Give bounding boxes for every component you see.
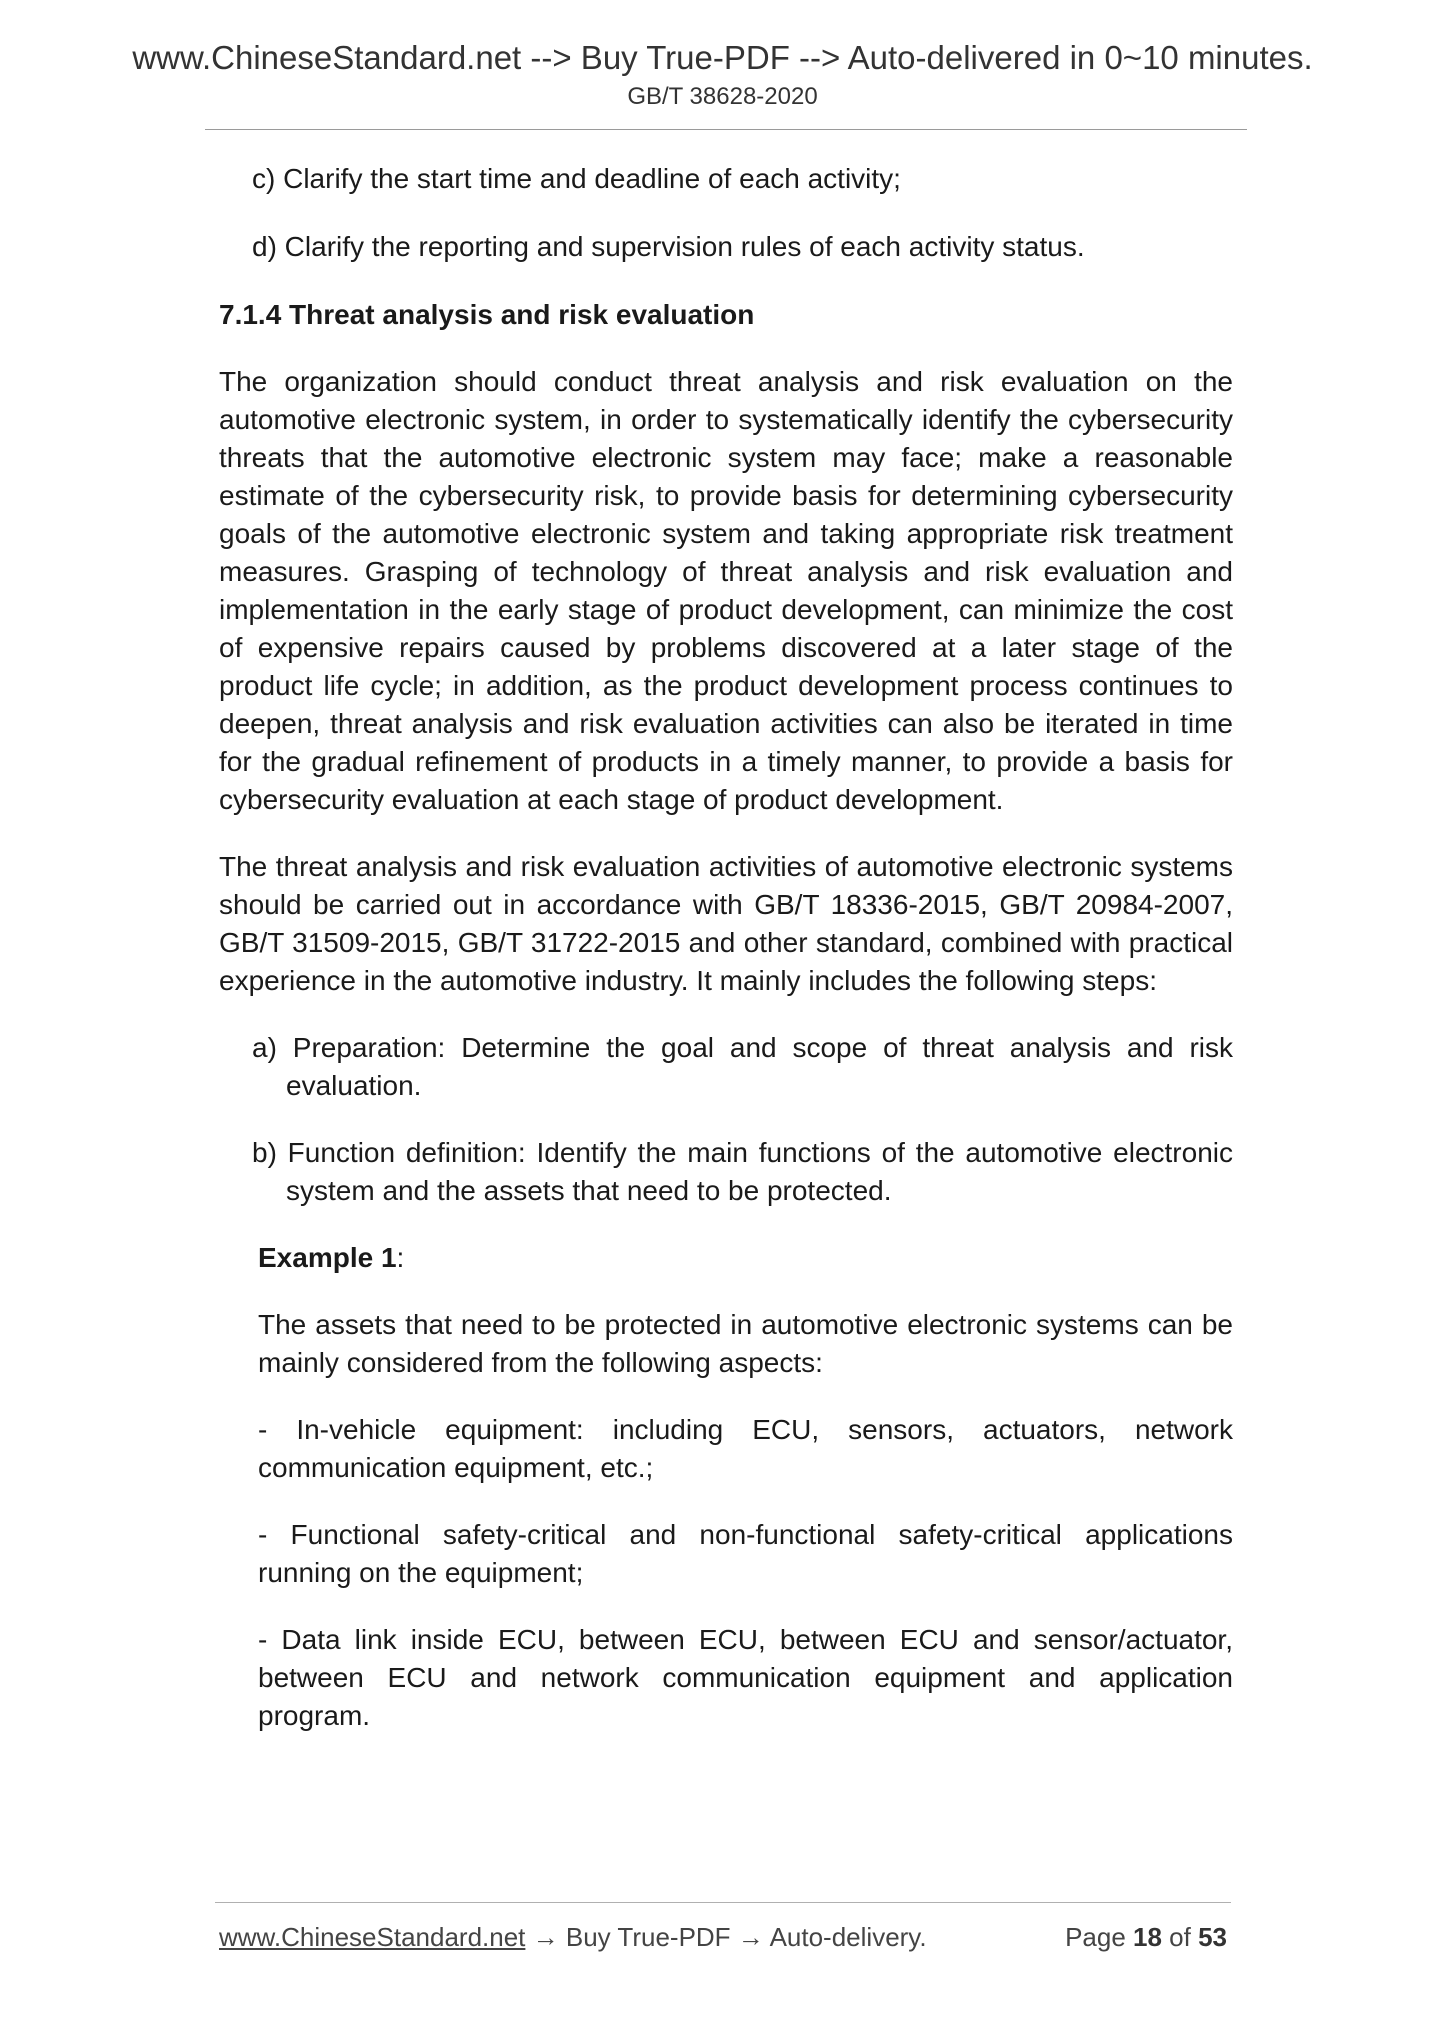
paragraph-intro: The organization should conduct threat analysis and risk evaluation on the automotive electronic system, in order to systematically identify the cybersecurity threats that the automotive electronic system may face; make a reasonable estimate of the cybersecurity risk, to provide basis for determining cybersecurity goals of the automotive electronic system and taking appropriate risk treatment measures. Grasping of technology of threat analysis and risk evaluation and implementation in the early stage of product development, can minimize the cost of expensive repairs caused by problems discovered at a later stage of the product life cycle; in addition, as the product development process continues to deepen, threat analysis and risk evaluation activities can also be iterated in time for the gradual refinement of products in a timely manner, to provide a basis for cybersecurity evaluation at each stage of product development.	[219, 366, 1233, 815]
asset-item-data-link: - Data link inside ECU, between ECU, between ECU and sensor/actuator, between ECU and network communication equipment and application program.	[258, 1624, 1233, 1731]
asset-item-equipment: - In-vehicle equipment: including ECU, sensors, actuators, network communication equipment, etc.;	[258, 1414, 1233, 1483]
example-colon: :	[396, 1242, 405, 1273]
step-a-preparation: a) Preparation: Determine the goal and scope of threat analysis and risk evaluation.	[252, 1032, 1233, 1101]
footer-site-link[interactable]: www.ChineseStandard.net	[219, 1922, 526, 1952]
header-banner: www.ChineseStandard.net --> Buy True-PDF --> Auto-delivered in 0~10 minutes.	[132, 39, 1313, 76]
footer-divider	[215, 1902, 1231, 1903]
step-b-function-definition: b) Function definition: Identify the main functions of the automotive electronic system and the assets that need to be protected.	[252, 1137, 1233, 1206]
example-intro: The assets that need to be protected in automotive electronic systems can be mainly considered from the following aspects:	[258, 1309, 1233, 1378]
paragraph-standards: The threat analysis and risk evaluation activities of automotive electronic systems should be carried out in accordance with GB/T 18336-2015, GB/T 20984-2007, GB/T 31509-2015, GB/T 31722-2015 and other standard, combined with practical experience in the automotive industry. It mainly includes the following steps:	[219, 851, 1233, 996]
asset-item-applications: - Functional safety-critical and non-functional safety-critical applications running on the equipment;	[258, 1519, 1233, 1588]
example-heading	[258, 1239, 1233, 1277]
list-item-c: c) Clarify the start time and deadline of each activity;	[252, 163, 901, 194]
footer-promo-text: → Buy True-PDF → Auto-delivery.	[525, 1922, 927, 1952]
page-of-label: of	[1161, 1922, 1199, 1952]
page-label: Page	[1065, 1922, 1134, 1952]
page-indicator	[1065, 1920, 1227, 1954]
page-current: 18	[1133, 1922, 1162, 1952]
list-item-d: d) Clarify the reporting and supervision rules of each activity status.	[252, 231, 1085, 262]
footer-promo	[219, 1920, 927, 1954]
example-label: Example 1	[258, 1242, 397, 1273]
document-code: GB/T 38628-2020	[627, 83, 818, 110]
section-heading: 7.1.4 Threat analysis and risk evaluation	[219, 299, 755, 330]
header-divider	[205, 129, 1247, 130]
page-content	[219, 160, 1233, 1735]
page-total: 53	[1198, 1922, 1227, 1952]
